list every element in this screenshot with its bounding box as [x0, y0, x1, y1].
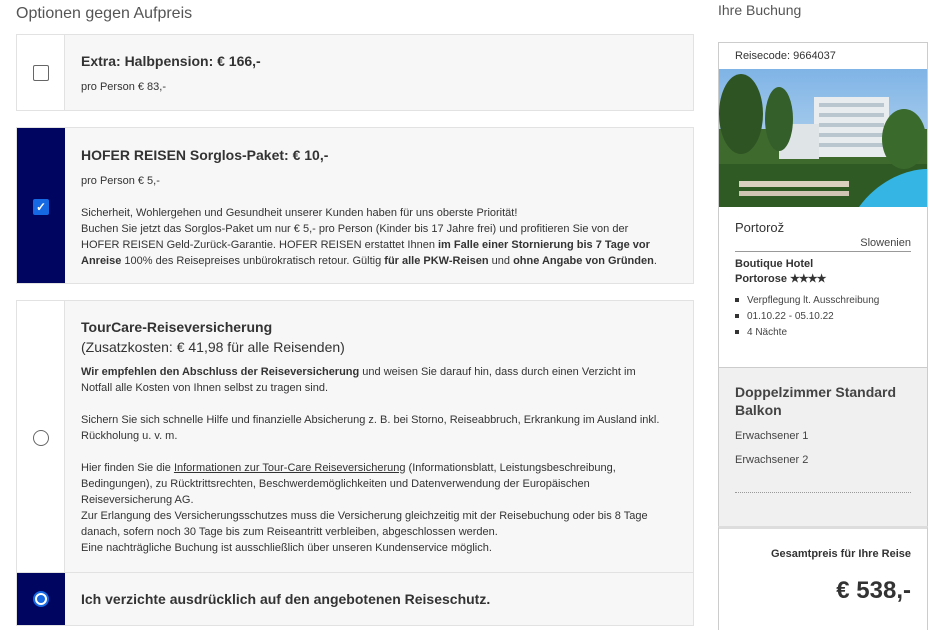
- trip-code: Reisecode: 9664037: [735, 50, 836, 62]
- insurance-info-link[interactable]: Informationen zur Tour-Care Reiseversicherung: [173, 462, 406, 474]
- sorglos-checkbox[interactable]: ✓: [33, 199, 49, 215]
- booking-title: Ihre Buchung: [718, 2, 802, 18]
- desc-line: [81, 460, 691, 476]
- desc-text: 100% des Reisepreises unbürokratisch retour. Gültig: [121, 255, 385, 267]
- desc-bold: ohne Angabe von Gründen: [513, 255, 654, 267]
- desc-bold: im Falle einer Stornierung bis 7 Tage vor: [438, 239, 650, 251]
- desc-line: Bedingungen), zu Rücktrittsrechten, Beschwerdemöglichkeiten und Datenverwendung der Europäischen: [81, 478, 590, 490]
- desc-text: Hier finden Sie die: [81, 462, 174, 474]
- desc-line: Sichern Sie sich schnelle Hilfe und finanzielle Absicherung z. B. bei Storno, Reiseabbruch, Erkrankung im Ausland inkl.: [81, 414, 660, 426]
- option-halbpension: [16, 34, 694, 111]
- divider: [735, 492, 911, 493]
- option-control: [17, 573, 65, 625]
- section-title: Optionen gegen Aufpreis: [16, 5, 193, 22]
- option-title: HOFER REISEN Sorglos-Paket: € 10,-: [81, 147, 329, 163]
- option-description: [81, 205, 691, 269]
- room-type: Doppelzimmer Standard Balkon: [735, 384, 897, 418]
- desc-bold: für alle PKW-Reisen: [384, 255, 489, 267]
- option-title: Extra: Halbpension: € 166,-: [81, 53, 261, 69]
- option-price: pro Person € 83,-: [81, 81, 166, 93]
- desc-line: Eine nachträgliche Buchung ist ausschließlich über unseren Kundenservice möglich.: [81, 542, 492, 554]
- option-sorglos: [16, 127, 694, 284]
- verzicht-radio[interactable]: [33, 591, 49, 607]
- hotel-name: [735, 257, 885, 287]
- desc-line: Buchen Sie jetzt das Sorglos-Paket um nur € 5,- pro Person (Kinder bis 17 Jahre frei) und profitieren Sie von der: [81, 223, 629, 235]
- total-price-panel: [718, 526, 928, 630]
- traveller-item: Erwachsener 1: [735, 430, 809, 442]
- option-price: pro Person € 5,-: [81, 175, 160, 187]
- desc-text: .: [653, 255, 657, 267]
- feature-item: Verpflegung lt. Ausschreibung: [735, 295, 879, 306]
- desc-line: Rückholung u. v. m.: [81, 430, 178, 442]
- feature-item: 01.10.22 - 05.10.22: [735, 311, 834, 322]
- destination-country: Slowenien: [860, 237, 911, 249]
- desc-line: Sicherheit, Wohlergehen und Gesundheit unserer Kunden haben für uns oberste Priorität!: [81, 207, 518, 219]
- booking-card: [718, 42, 928, 368]
- desc-text: und: [488, 255, 514, 267]
- hotel-image: [719, 69, 927, 207]
- tourcare-radio[interactable]: [33, 430, 49, 446]
- option-description: [81, 364, 691, 556]
- feature-item: 4 Nächte: [735, 327, 787, 338]
- room-panel: [718, 368, 928, 526]
- desc-text: (Informationsblatt, Leistungsbeschreibung,: [405, 462, 616, 474]
- destination-city: Portorož: [735, 220, 785, 235]
- halbpension-checkbox[interactable]: [33, 65, 49, 81]
- desc-line: Zur Erlangung des Versicherungsschutzes muss die Versicherung gleichzeitig mit der Reisebuchung oder bis 8 Tage: [81, 510, 648, 522]
- total-price-label: Gesamtpreis für Ihre Reise: [770, 548, 911, 560]
- desc-line: [81, 253, 691, 269]
- option-title: TourCare-Reiseversicherung: [81, 319, 273, 335]
- hotel-photo: [719, 69, 927, 207]
- option-control: [17, 301, 65, 572]
- hotel-name-line: [735, 272, 885, 287]
- option-verzicht: [16, 572, 694, 626]
- desc-bold: Anreise: [81, 255, 122, 267]
- divider: [735, 251, 911, 252]
- option-control: [17, 35, 65, 110]
- total-price-value: € 538,-: [836, 577, 911, 604]
- desc-line: Reiseversicherung AG.: [81, 494, 194, 506]
- desc-line: Notfall alle Kosten von Ihnen selbst zu tragen sind.: [81, 382, 329, 394]
- option-tourcare: [16, 300, 694, 573]
- option-control: [17, 128, 65, 283]
- desc-bold: Wir empfehlen den Abschluss der Reiseversicherung: [81, 366, 360, 378]
- traveller-item: Erwachsener 2: [735, 454, 809, 466]
- option-title: Ich verzichte ausdrücklich auf den angebotenen Reiseschutz.: [81, 591, 491, 607]
- star-rating-icon: ★★★★: [790, 273, 826, 285]
- desc-text: und weisen Sie darauf hin, dass durch einen Verzicht im: [359, 366, 636, 378]
- desc-line: [81, 237, 691, 253]
- desc-text: HOFER REISEN Geld-Zurück-Garantie. HOFER REISEN erstattet Ihnen: [81, 239, 438, 251]
- desc-line: [81, 364, 691, 380]
- hotel-name-text: Portorose: [735, 273, 787, 285]
- option-cost: (Zusatzkosten: € 41,98 für alle Reisenden): [81, 339, 345, 355]
- hotel-name-line: Boutique Hotel: [735, 258, 814, 270]
- desc-line: danach, sofern noch 30 Tage bis zum Reiseantritt verbleiben, abgeschlossen werden.: [81, 526, 498, 538]
